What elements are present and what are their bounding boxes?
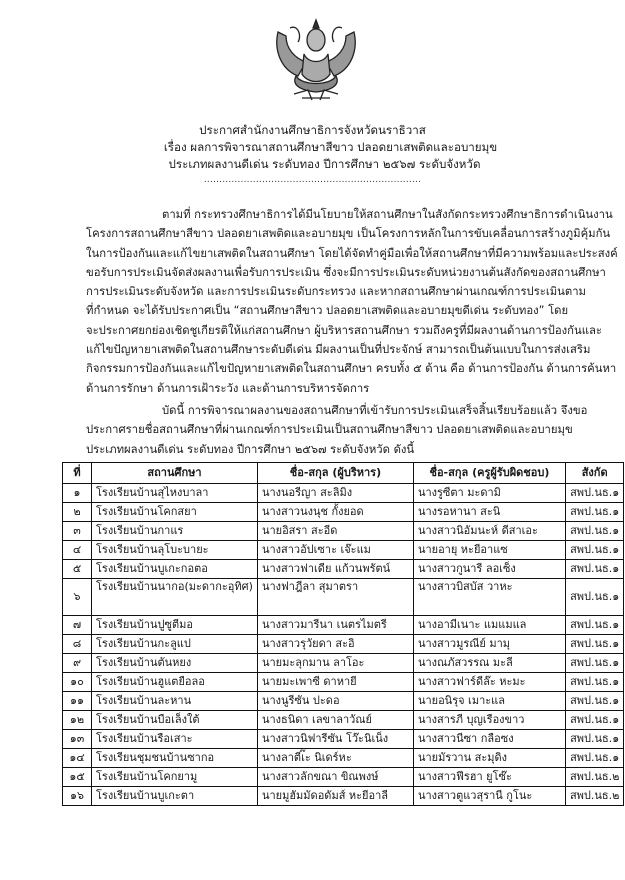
cell-affiliation: สพป.นธ.๑ <box>565 579 623 616</box>
cell-teacher: นางสาวฟีรฮา ยูโซ๊ะ <box>413 768 565 787</box>
cell-admin: นางธนิดา เลขาลาวัณย์ <box>257 711 413 730</box>
cell-admin: นางนูรีซัน ปะดอ <box>257 692 413 711</box>
table-row <box>63 768 624 787</box>
cell-no: ๑ <box>63 484 92 503</box>
cell-teacher: นางสาวฟาร์ดีล๊ะ หะมะ <box>413 673 565 692</box>
schools-table <box>62 462 624 806</box>
cell-teacher: นายอายุ หะยีอาแซ <box>413 541 565 560</box>
cell-admin: นายอิสรา สะอีด <box>257 522 413 541</box>
table-row <box>63 730 624 749</box>
paragraph-line: ประเภทผลงานดีเด่น ระดับทอง ปีการศึกษา ๒๕๖๗ ระดับจังหวัด ดังนี้ <box>86 442 415 456</box>
cell-admin: นางฟาฎีลา สุมาตรา <box>257 579 413 616</box>
paragraph-background <box>86 205 618 398</box>
cell-school: โรงเรียนบ้านตันหยง <box>92 654 258 673</box>
cell-teacher: นางสาวนิอัมนะห์ ดีสาเอะ <box>413 522 565 541</box>
cell-no: ๑๖ <box>63 787 92 806</box>
cell-admin: นายมูฮัมมัดอดัมส์ หะยีอาลี <box>257 787 413 806</box>
table-row <box>63 503 624 522</box>
paragraph-line: จะประกาศยกย่องเชิดชูเกียรติให้แก่สถานศึกษา ผู้บริหารสถานศึกษา รวมถึงครูที่มีผลงานด้านการป้องกันและ <box>86 323 602 337</box>
table-row <box>63 654 624 673</box>
header-school: สถานศึกษา <box>92 463 258 484</box>
cell-no: ๑๕ <box>63 768 92 787</box>
cell-affiliation: สพป.นธ.๑ <box>565 484 623 503</box>
cell-teacher: นางอามีเนาะ แมแมแล <box>413 616 565 635</box>
cell-school: โรงเรียนบ้านกาแร <box>92 522 258 541</box>
cell-admin: นางสาวนิฟารีซัน โว๊ะนิเน็ง <box>257 730 413 749</box>
cell-affiliation: สพป.นธ.๑ <box>565 749 623 768</box>
cell-teacher: นางรูซีตา มะดามิ <box>413 484 565 503</box>
paragraph-line: ตามที่ กระทรวงศึกษาธิการได้มีนโยบายให้สถานศึกษาในสังกัดกระทรวงศึกษาธิการดำเนินงาน <box>162 208 613 221</box>
cell-no: ๒ <box>63 503 92 522</box>
cell-teacher: นางสารภี บุญเรืองขาว <box>413 711 565 730</box>
paragraph-line: โครงการสถานศึกษาสีขาว ปลอดยาเสพติดและอบายมุข เป็นโครงการหลักในการขับเคลื่อนการสร้างภูมิคุ้มกัน <box>86 227 611 241</box>
cell-teacher: นางสาวกูนารี ลอเซ็ง <box>413 560 565 579</box>
header-affiliation: สังกัด <box>565 463 623 484</box>
header-teacher: ชื่อ-สกุล (ครูผู้รับผิดชอบ) <box>413 463 565 484</box>
paragraph-announcement <box>86 401 592 459</box>
cell-no: ๘ <box>63 635 92 654</box>
cell-affiliation: สพป.นธ.๑ <box>565 616 623 635</box>
cell-no: ๑๐ <box>63 673 92 692</box>
cell-no: ๗ <box>63 616 92 635</box>
cell-school: โรงเรียนบ้านรือเสาะ <box>92 730 258 749</box>
paragraph-line: ด้านการรักษา ด้านการเฝ้าระวัง และด้านการบริหารจัดการ <box>86 381 370 395</box>
cell-teacher: นางสาวบิสบัส วาหะ <box>413 579 565 616</box>
table-row <box>63 484 624 503</box>
header-admin: ชื่อ-สกุล (ผู้บริหาร) <box>257 463 413 484</box>
announcement-subject: เรื่อง ผลการพิจารณาสถานศึกษาสีขาว ปลอดยาเสพติดและอบายมุข <box>163 140 498 154</box>
cell-school: โรงเรียนบ้านบูเกะตา <box>92 787 258 806</box>
cell-teacher: นางสาวมูรณีย์ มามุ <box>413 635 565 654</box>
cell-no: ๕ <box>63 560 92 579</box>
table-row <box>63 711 624 730</box>
cell-affiliation: สพป.นธ.๑ <box>565 635 623 654</box>
cell-school: โรงเรียนบ้านโคกสยา <box>92 503 258 522</box>
cell-school: โรงเรียนชุมชนบ้านซากอ <box>92 749 258 768</box>
cell-affiliation: สพป.นธ.๒ <box>565 768 623 787</box>
paragraph-line: ในการป้องกันและแก้ไขยาเสพติดในสถานศึกษา โดยได้จัดทำคู่มือเพื่อให้สถานศึกษาที่มีความพร้อมและประสงค์ <box>86 246 618 260</box>
table-row <box>63 673 624 692</box>
cell-admin: นางลาตีเ๊ะ นิเดร์หะ <box>257 749 413 768</box>
paragraph-line: ขอรับการประเมินจัดส่งผลงานเพื่อรับการประเมิน ซึ่งจะมีการประเมินระดับหน่วยงานต้นสังกัดของสถานศึกษา <box>86 265 606 279</box>
cell-affiliation: สพป.นธ.๒ <box>565 787 623 806</box>
header-no: ที่ <box>63 463 92 484</box>
cell-teacher: นางรอหานา สะนิ <box>413 503 565 522</box>
cell-admin: นางสาวฟาเดีย แก้วนพรัตน์ <box>257 560 413 579</box>
paragraph-line: บัดนี้ การพิจารณาผลงานของสถานศึกษาที่เข้ารับการประเมินเสร็จสิ้นเรียบร้อยแล้ว จึงขอ <box>162 404 588 417</box>
table-row <box>63 579 624 616</box>
cell-school: โรงเรียนบ้านฮูแตยือลอ <box>92 673 258 692</box>
table-row <box>63 692 624 711</box>
cell-no: ๑๒ <box>63 711 92 730</box>
cell-affiliation: สพป.นธ.๑ <box>565 522 623 541</box>
announcement-category: ประเภทผลงานดีเด่น ระดับทอง ปีการศึกษา ๒๕๖๗ ระดับจังหวัด <box>168 157 481 171</box>
table-row <box>63 541 624 560</box>
cell-teacher: นางณภัสวรรณ มะลี <box>413 654 565 673</box>
cell-no: ๓ <box>63 522 92 541</box>
table-row <box>63 522 624 541</box>
table-row <box>63 635 624 654</box>
cell-affiliation: สพป.นธ.๑ <box>565 692 623 711</box>
cell-school: โรงเรียนบ้านลุโบะบายะ <box>92 541 258 560</box>
cell-no: ๖ <box>63 579 92 616</box>
table-header-row <box>63 463 624 484</box>
cell-no: ๑๑ <box>63 692 92 711</box>
table-row <box>63 787 624 806</box>
cell-teacher: นางสาวนีซา กลือซง <box>413 730 565 749</box>
cell-no: ๑๔ <box>63 749 92 768</box>
cell-admin: นายมะเพาซี ดาหายี <box>257 673 413 692</box>
paragraph-line: กิจกรรมการป้องกันและแก้ไขปัญหายาเสพติดในสถานศึกษา ครบทั้ง ๕ ด้าน คือ ด้านการป้องกัน ด้านการค้นหา <box>86 362 617 376</box>
cell-school: โรงเรียนบ้านปูซูตีมอ <box>92 616 258 635</box>
table-row <box>63 560 624 579</box>
garuda-emblem-icon <box>268 14 364 106</box>
table-row <box>63 749 624 768</box>
cell-no: ๔ <box>63 541 92 560</box>
paragraph-line: ที่กำหนด จะได้รับประกาศเป็น “สถานศึกษาสีขาว ปลอดยาเสพติดและอบายมุขดีเด่น ระดับทอง” โดย <box>86 304 569 318</box>
cell-admin: นางสาวอัปเซาะ เจ๊ะแม <box>257 541 413 560</box>
announcement-issuer: ประกาศสำนักงานศึกษาธิการจังหวัดนราธิวาส <box>199 123 426 137</box>
cell-school: โรงเรียนบ้านสุไหงบาลา <box>92 484 258 503</box>
cell-affiliation: สพป.นธ.๑ <box>565 560 623 579</box>
cell-admin: นายมะลุกมาน ลาโอะ <box>257 654 413 673</box>
cell-affiliation: สพป.นธ.๑ <box>565 730 623 749</box>
cell-admin: นางสาวนงนุช กั้งยอด <box>257 503 413 522</box>
cell-teacher: นายอนิรุจ เมาะแล <box>413 692 565 711</box>
cell-admin: นางนอรีญา สะลิมิง <box>257 484 413 503</box>
cell-no: ๑๓ <box>63 730 92 749</box>
cell-affiliation: สพป.นธ.๑ <box>565 673 623 692</box>
cell-affiliation: สพป.นธ.๑ <box>565 654 623 673</box>
cell-affiliation: สพป.นธ.๑ <box>565 711 623 730</box>
cell-school: โรงเรียนบ้านโคกยามู <box>92 768 258 787</box>
cell-school: โรงเรียนบ้านบือเล็งใต้ <box>92 711 258 730</box>
divider-dots: ....................................................................... <box>203 175 422 185</box>
table-row <box>63 616 624 635</box>
cell-admin: นางสาวรุวัยดา สะอิ <box>257 635 413 654</box>
paragraph-line: การประเมินระดับจังหวัด และการประเมินระดับกระทรวง และหากสถานศึกษาผ่านเกณฑ์การประเมินตาม <box>86 285 586 299</box>
cell-teacher: นางสาวตูแวสุรานี กูโนะ <box>413 787 565 806</box>
cell-teacher: นายมัรวาน สะมุดิง <box>413 749 565 768</box>
cell-school: โรงเรียนบ้านละหาน <box>92 692 258 711</box>
cell-no: ๙ <box>63 654 92 673</box>
paragraph-line: ประกาศรายชื่อสถานศึกษาที่ผ่านเกณฑ์การประเมินเป็นสถานศึกษาสีขาว ปลอดยาเสพติดและอบายมุข <box>86 423 573 437</box>
cell-affiliation: สพป.นธ.๑ <box>565 541 623 560</box>
cell-admin: นางสาวลักขณา ขิณพงษ์ <box>257 768 413 787</box>
cell-school: โรงเรียนบ้านนากอ(มะดากะอุทิศ) <box>92 579 258 616</box>
cell-school: โรงเรียนบ้านบูเกะกอตอ <box>92 560 258 579</box>
cell-affiliation: สพป.นธ.๑ <box>565 503 623 522</box>
paragraph-line: แก้ไขปัญหายาเสพติดในสถานศึกษาระดับดีเด่น มีผลงานเป็นที่ประจักษ์ สามารถเป็นต้นแบบในการส่งเสริม <box>86 343 591 357</box>
cell-admin: นางสาวมารีนา เนตรไมตรี <box>257 616 413 635</box>
cell-school: โรงเรียนบ้านกะลูแป <box>92 635 258 654</box>
